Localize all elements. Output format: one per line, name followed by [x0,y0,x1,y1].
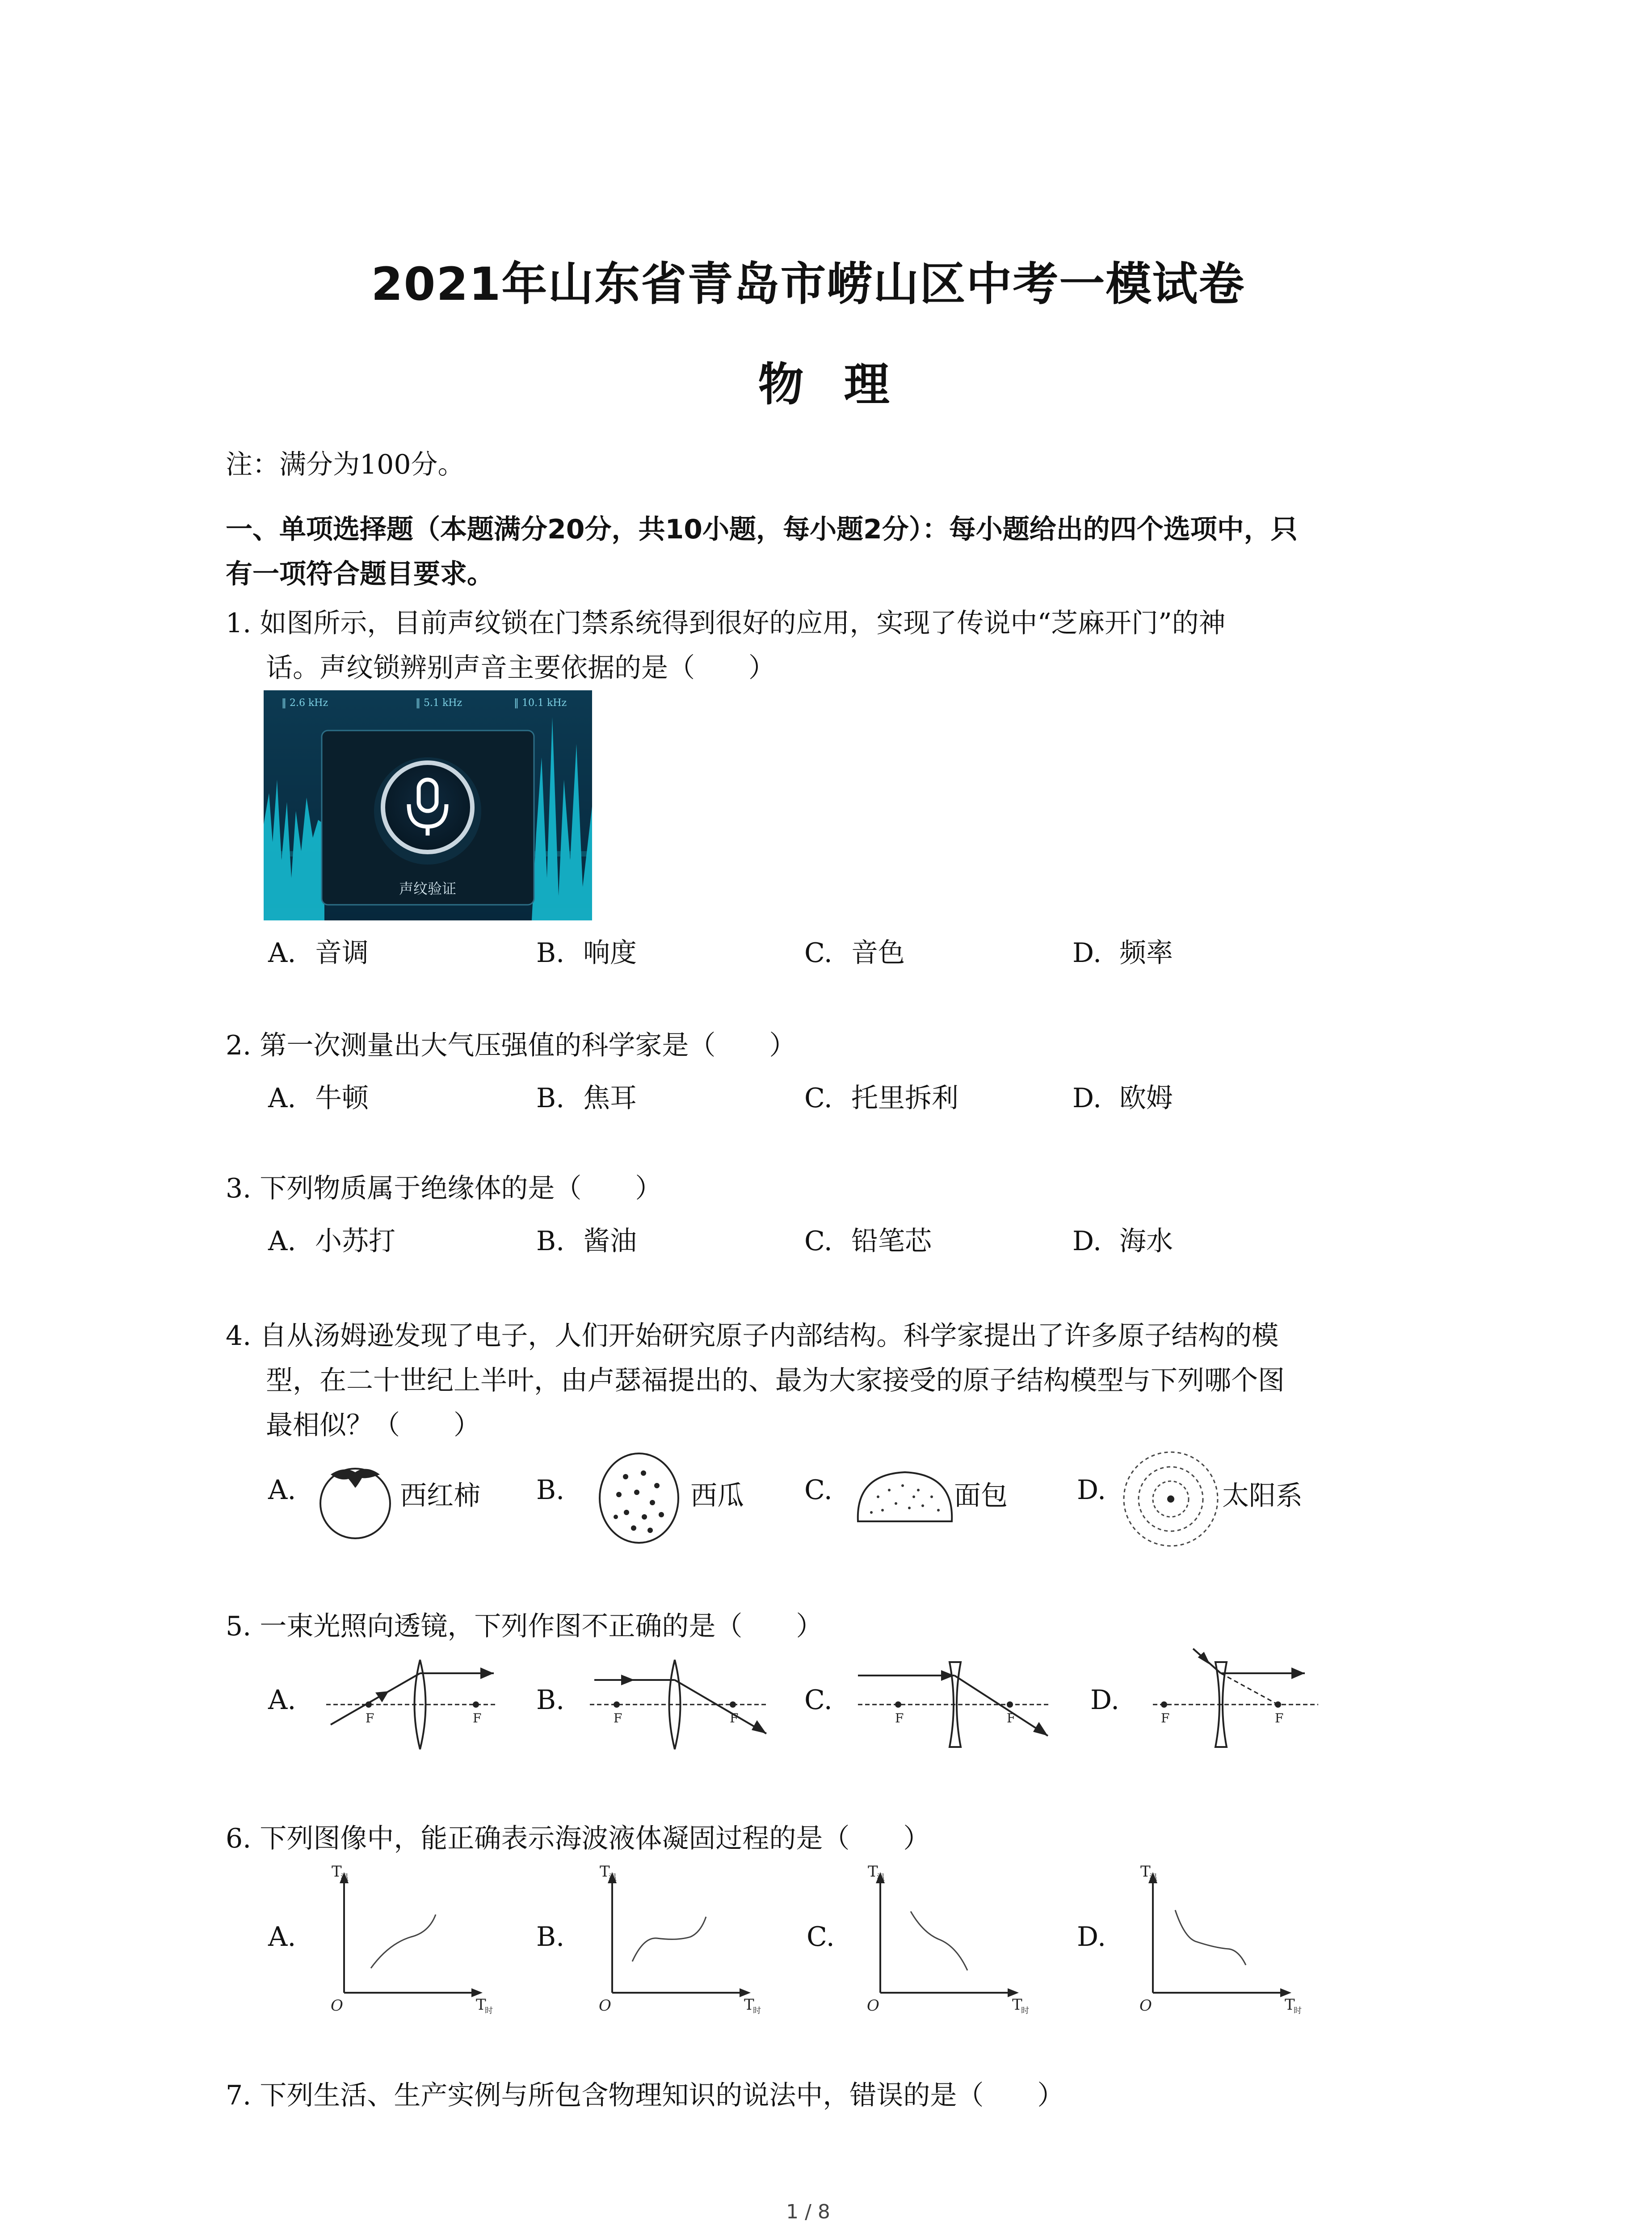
section-heading-line1: 一、单项选择题（本题满分20分，共10小题，每小题2分）：每小题给出的四个选项中，只 [226,514,1298,545]
cooling-graph-c [849,1859,1028,2020]
q4-stem-line1: 4. 自从汤姆逊发现了电子，人们开始研究原子内部结构。科学家提出了许多原子结构的模 [226,1320,1279,1352]
q5-option-d[interactable]: D. [1090,1684,1120,1716]
q3-option-c[interactable]: C. 铅笔芯 [804,1226,932,1257]
freq-label-2: ‖ 5.1 kHz [416,697,462,709]
q5-option-c[interactable]: C. [804,1684,832,1716]
q7-stem: 7. 下列生活、生产实例与所包含物理知识的说法中，错误的是（ ） [226,2080,1064,2111]
svg-text:温: 温 [609,1873,617,1882]
q2-stem: 2. 第一次测量出大气压强值的科学家是（ ） [226,1030,796,1061]
svg-text:O: O [1139,1997,1152,2015]
q4-option-b-label[interactable]: B. [536,1474,565,1506]
q4-option-c-text: 面包 [954,1480,1008,1512]
freq-label-1: ‖ 2.6 kHz [282,697,328,709]
svg-text:T: T [1140,1863,1151,1881]
q1-stem-line1: 1. 如图所示，目前声纹锁在门禁系统得到很好的应用，实现了传说中“芝麻开门”的神 [226,608,1226,639]
q6-stem: 6. 下列图像中，能正确表示海波液体凝固过程的是（ ） [226,1823,930,1854]
q3-option-a[interactable]: A. 小苏打 [268,1226,395,1257]
q1-option-d[interactable]: D. 频率 [1072,937,1173,969]
cooling-graph-a [313,1859,492,2020]
q4-stem-line3: 最相似？（ ） [266,1410,480,1441]
q4-option-a-label[interactable]: A. [268,1474,296,1506]
page-number: 1 / 8 [786,2200,830,2223]
svg-text:温: 温 [340,1873,349,1882]
svg-text:F: F [473,1711,482,1726]
microphone-icon [383,763,472,852]
q5-option-a[interactable]: A. [268,1684,296,1716]
q1-option-c[interactable]: C. 音色 [804,937,905,969]
exam-title: 2021年山东省青岛市崂山区中考一模试卷 [371,258,1245,311]
q3-option-b[interactable]: B. 酱油 [536,1226,637,1257]
q4-option-b-text: 西瓜 [690,1480,744,1512]
q6-option-b[interactable]: B. [536,1921,565,1953]
svg-text:温: 温 [1149,1873,1157,1882]
lens-diagram-c [849,1649,1055,1760]
svg-text:T: T [744,1996,754,2014]
exam-subtitle: 物理 [758,358,930,412]
svg-text:时: 时 [1294,2006,1302,2016]
q3-option-d[interactable]: D. 海水 [1072,1226,1173,1257]
q2-option-d[interactable]: D. 欧姆 [1072,1083,1173,1114]
q4-option-c-label[interactable]: C. [804,1474,832,1506]
q1-option-b[interactable]: B. 响度 [536,937,637,969]
q2-option-a[interactable]: A. 牛顿 [268,1083,369,1114]
q4-stem-line2: 型，在二十世纪上半叶，由卢瑟福提出的、最为大家接受的原子结构模型与下列哪个图 [266,1365,1285,1396]
score-note: 注：满分为100分。 [226,449,465,480]
q2-option-c[interactable]: C. 托里拆利 [804,1083,958,1114]
svg-text:T: T [600,1863,610,1881]
svg-text:F: F [614,1711,622,1726]
q6-option-c[interactable]: C. [807,1921,835,1953]
q6-option-d[interactable]: D. [1077,1921,1106,1953]
svg-text:F: F [1161,1711,1170,1726]
svg-text:F: F [895,1711,904,1726]
voiceprint-lock-image [264,690,592,920]
svg-text:时: 时 [753,2006,761,2016]
q1-stem-line2: 话。声纹锁辨别声音主要依据的是（ ） [266,652,775,684]
svg-text:F: F [1007,1711,1016,1726]
svg-text:F: F [366,1711,374,1726]
lens-diagram-a [322,1649,500,1760]
svg-text:时: 时 [1021,2006,1029,2016]
svg-text:T: T [332,1863,342,1881]
bread-model-figure [851,1466,958,1533]
svg-text:T: T [476,1996,486,2014]
q2-option-b[interactable]: B. 焦耳 [536,1083,637,1114]
q3-stem: 3. 下列物质属于绝缘体的是（ ） [226,1173,662,1204]
q5-stem: 5. 一束光照向透镜，下列作图不正确的是（ ） [226,1611,823,1642]
lens-diagram-d [1144,1640,1323,1760]
cooling-graph-b [581,1859,760,2020]
section-heading-line2: 有一项符合题目要求。 [226,558,494,590]
q4-option-d-text: 太阳系 [1222,1480,1303,1512]
svg-text:O: O [331,1997,343,2015]
svg-text:T: T [1012,1996,1022,2014]
cooling-graph-d [1122,1859,1300,2020]
watermelon-model-figure [594,1450,684,1546]
q6-option-a[interactable]: A. [268,1921,296,1953]
q4-option-a-text: 西红柿 [400,1480,480,1512]
solar-system-model-figure [1119,1448,1222,1550]
svg-text:时: 时 [485,2006,493,2016]
svg-text:O: O [867,1997,879,2015]
svg-text:F: F [730,1711,739,1726]
svg-text:T: T [868,1863,878,1881]
q4-option-d-label[interactable]: D. [1077,1474,1106,1506]
svg-text:F: F [1275,1711,1284,1726]
q1-option-a[interactable]: A. 音调 [268,937,369,969]
lens-diagram-b [585,1649,773,1760]
freq-label-3: ‖ 10.1 kHz [514,697,567,709]
voiceprint-caption: 声纹验证 [399,880,457,897]
q5-option-b[interactable]: B. [536,1684,565,1716]
tomato-model-figure [313,1461,398,1537]
svg-text:温: 温 [877,1873,885,1882]
svg-text:O: O [599,1997,611,2015]
svg-text:T: T [1285,1996,1295,2014]
